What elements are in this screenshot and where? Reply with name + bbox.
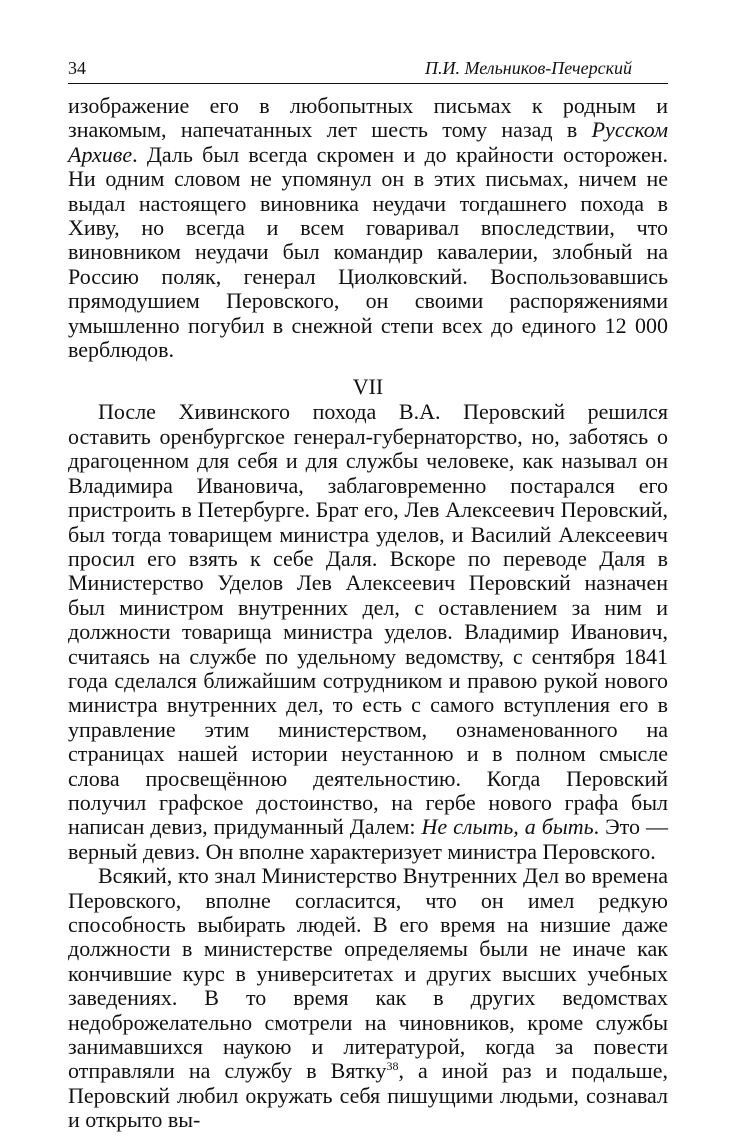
motto: Не слыть, а быть	[421, 814, 594, 840]
footnote-ref: 38	[386, 1059, 399, 1074]
body-text	[68, 94, 668, 1133]
text-run: Всякий, кто знал Министерство Внутренних Дел во времена Перовского, вполне согласится, что он имел редкую способность выбирать людей. В его время на низшие даже должности в министерстве определяемы были не иначе как кончившие курс в университетах и других высших учебных заведениях. В то время как в других ведомствах недоброжелательно смотрели на чиновников, кроме службы занимавшихся наукою и литературой, когда за повести отправляли на службу в Вятку	[68, 863, 668, 1084]
running-title: П.И. Мельников-Печерский	[424, 58, 632, 78]
paragraph-continuation	[68, 94, 668, 362]
book-page	[68, 56, 668, 1133]
section-heading: VII	[352, 374, 384, 400]
page-number: 34	[68, 58, 86, 78]
paragraph	[68, 864, 668, 1132]
journal-title: Русском Архиве	[68, 117, 668, 167]
text-run: . Это — верный девиз. Он вполне характеризует министра Перовского.	[68, 814, 668, 864]
header-rule	[68, 83, 668, 84]
running-head	[68, 56, 668, 80]
text-run: , а иной раз и подальше, Перовский любил окружать себя пишущими людьми, сознавал и открыто вы-	[68, 1058, 668, 1133]
text-run: . Даль был всегда скромен и до крайности осторожен. Ни одним словом не упомянул он в этих письмах, ничем не выдал настоящего виновника неудачи тогдашнего похода в Хиву, но всегда и всем говаривал впоследствии, что виновником неудачи был командир кавалерии, злобный на Россию поляк, генерал Циолковский. Воспользовавшись прямодушием Перовского, он своими распоряжениями умышленно погубил в снежной степи всех до единого 12 000 верблюдов.	[68, 141, 668, 363]
paragraph	[68, 400, 668, 864]
text-run: После Хивинского похода В.А. Перовский решился оставить оренбургское генерал-губернаторство, но, заботясь о драгоценном для себя и для службы человеке, как называл он Владимира Ивановича, заблаговременно постарался его пристроить в Петербурге. Брат его, Лев Алексеевич Перовский, был тогда товарищем министра уделов, и Василий Алексеевич просил его взять к себе Даля. Вскоре по переводе Даля в Министерство Уделов Лев Алексеевич Перовский назначен был министром внутренних дел, с оставлением за ним и должности товарища министра уделов. Владимир Иванович, считаясь на службе по удельному ведомству, с сентября 1841 года сделался ближайшим сотрудником и правою рукой нового министра внутренних дел, то есть с самого вступления его в управление этим министерством, ознаменованного на страницах нашей истории неустанною и в полном смысле слова просвещённою деятельностию. Когда Перовский получил графское достоинство, на гербе нового графа был написан девиз, придуманный Далем:	[68, 399, 668, 840]
text-run: изображение его в любопытных письмах к родным и знакомым, напечатанных лет шесть тому назад в	[68, 93, 668, 143]
